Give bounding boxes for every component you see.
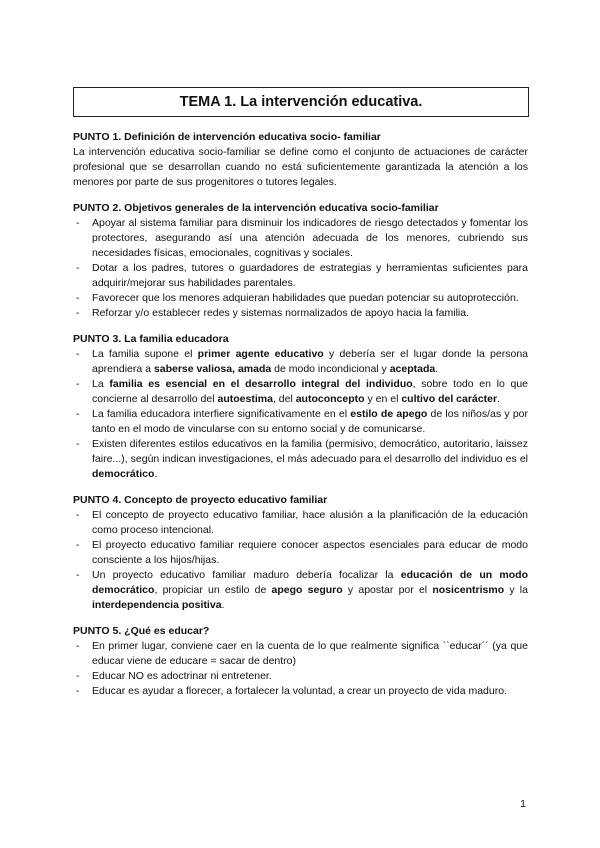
bullet-list <box>73 508 528 613</box>
bullet-list <box>73 347 528 482</box>
bullet-list <box>73 639 528 699</box>
list-item: - Apoyar al sistema familiar para disminuir los indicadores de riesgo detectados y fomentar los protectores, asegurando así una atención adecuada de los menores, cubriendo sus necesidades físicas, emocionales, cognitivas y sociales. <box>73 216 528 261</box>
list-item: - Reforzar y/o establecer redes y sistemas normalizados de apoyo hacia la familia. <box>73 306 528 321</box>
bullet-list <box>73 216 528 321</box>
list-item: - Un proyecto educativo familiar maduro debería focalizar la educación de un modo democrático, propiciar un estilo de apego seguro y apostar por el nosicentrismo y la interdependencia positiva. <box>73 568 528 613</box>
section-heading: PUNTO 2. Objetivos generales de la intervención educativa socio-familiar <box>73 202 439 214</box>
section-heading: PUNTO 3. La familia educadora <box>73 333 229 345</box>
list-item: - Existen diferentes estilos educativos en la familia (permisivo, democrático, autoritario, laissez faire...), según indican investigaciones, el más adecuado para el desarrollo del individuo es el democrático. <box>73 437 528 482</box>
list-item: - La familia supone el primer agente educativo y debería ser el lugar donde la persona aprendiera a saberse valiosa, amada de modo incondicional y aceptada. <box>73 347 528 377</box>
section-punto-1 <box>73 130 528 190</box>
list-item: - En primer lugar, conviene caer en la cuenta de lo que realmente significa ``educar´´ (ya que educar viene de educare = sacar de dentro) <box>73 639 528 669</box>
list-item: - Dotar a los padres, tutores o guardadores de estrategias y herramientas suficientes para adquirir/mejorar sus habilidades parentales. <box>73 261 528 291</box>
list-item: - Educar NO es adoctrinar ni entretener. <box>73 669 528 684</box>
page-title: TEMA 1. La intervención educativa. <box>73 87 529 117</box>
list-item: - El proyecto educativo familiar requiere conocer aspectos esenciales para educar de modo consciente a los hijos/hijas. <box>73 538 528 568</box>
section-heading: PUNTO 5. ¿Qué es educar? <box>73 625 210 637</box>
list-item: - La familia educadora interfiere significativamente en el estilo de apego de los niños/as y por tanto en el modo de vincularse con su entorno social y de comunicarse. <box>73 407 528 437</box>
list-item: - La familia es esencial en el desarrollo integral del individuo, sobre todo en lo que concierne al desarrollo del autoestima, del autoconcepto y en el cultivo del carácter. <box>73 377 528 407</box>
list-item: - Favorecer que los menores adquieran habilidades que puedan potenciar su autoprotección. <box>73 291 528 306</box>
section-paragraph: La intervención educativa socio-familiar se define como el conjunto de actuaciones de carácter profesional que se desarrollan cuando no está suficientemente garantizada la atención a los menores por parte de sus progenitores o tutores legales. <box>73 146 528 188</box>
page-number: 1 <box>520 798 526 810</box>
document-body <box>73 130 528 710</box>
list-item: - Educar es ayudar a florecer, a fortalecer la voluntad, a crear un proyecto de vida maduro. <box>73 684 528 699</box>
section-punto-3 <box>73 332 528 482</box>
section-punto-5 <box>73 624 528 699</box>
section-heading: PUNTO 4. Concepto de proyecto educativo familiar <box>73 494 328 506</box>
section-punto-2 <box>73 201 528 321</box>
list-item: - El concepto de proyecto educativo familiar, hace alusión a la planificación de la educación como proceso intencional. <box>73 508 528 538</box>
section-punto-4 <box>73 493 528 613</box>
section-heading: PUNTO 1. Definición de intervención educativa socio- familiar <box>73 131 381 143</box>
